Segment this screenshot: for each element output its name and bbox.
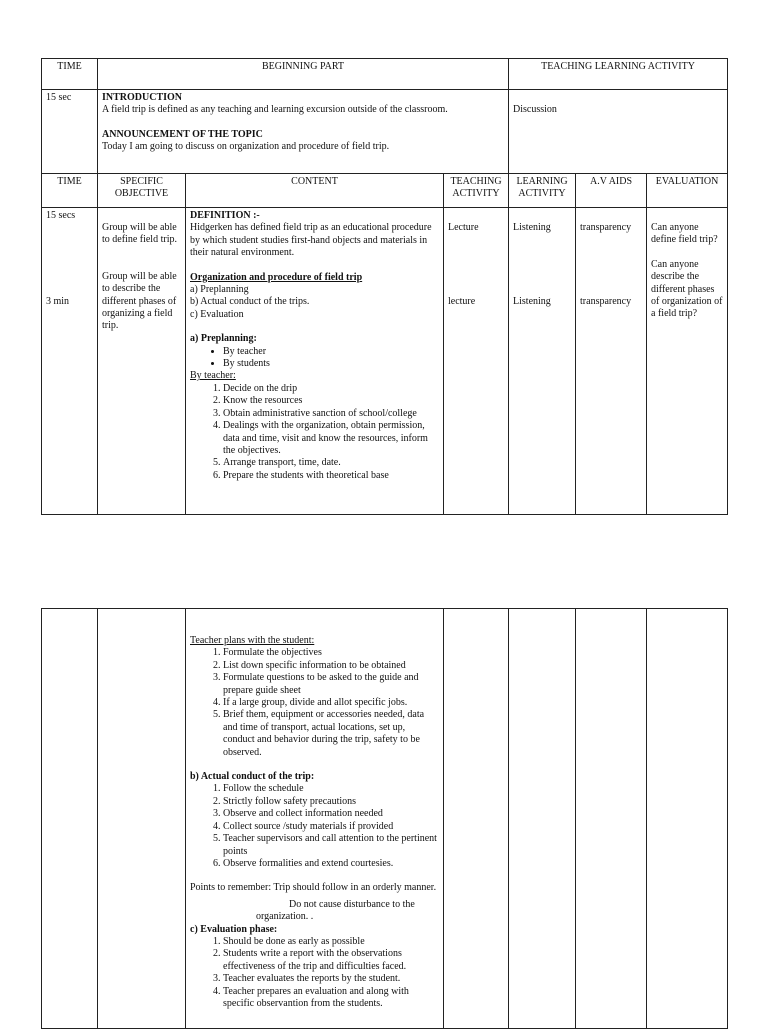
points-to-remember: Points to remember: Trip should follow in an orderly manner. <box>190 882 437 894</box>
time-cell <box>42 208 98 515</box>
evaluation-phase-list <box>190 936 439 1010</box>
conduct-list <box>190 783 439 870</box>
time-1: 15 secs <box>46 210 76 221</box>
organization-title: Organization and procedure of field trip <box>190 271 363 283</box>
intro-cell <box>98 90 509 174</box>
intro-text: A field trip is defined as any teaching and learning excursion outside of the classroom. <box>102 104 448 116</box>
learning-cell <box>509 609 576 1029</box>
av-aids-cell <box>576 609 647 1029</box>
list-item: 2. List down specific information to be obtained <box>223 660 439 672</box>
col-learning-activity: LEARNING ACTIVITY <box>509 174 576 208</box>
evaluation-cell <box>647 208 728 515</box>
list-item: 4. Dealings with the organization, obtain permission, data and time, visit and know the resources, inform the objectives. <box>223 420 439 457</box>
teaching-cell <box>444 609 509 1029</box>
header-teaching-learning-activity: TEACHING LEARNING ACTIVITY <box>509 59 728 90</box>
list-item: 4. Teacher prepares an evaluation and along with specific observantion from the students. <box>223 986 439 1011</box>
list-item: 1. Follow the schedule <box>223 783 439 795</box>
teaching-cell <box>444 208 509 515</box>
list-item: 4. Collect source /study materials if provided <box>223 821 439 833</box>
header-time: TIME <box>42 59 98 90</box>
time-2: 3 min <box>46 296 70 308</box>
evaluation-phase-title: c) Evaluation phase: <box>190 923 278 935</box>
list-item: 2. Students write a report with the observations effectiveness of the trip and difficulties faced. <box>223 948 439 973</box>
objective-2: Group will be able to describe the different phases of organizing a field trip. <box>102 270 177 332</box>
col-teaching-activity: TEACHING ACTIVITY <box>444 174 509 208</box>
list-item: 5. Brief them, equipment or accessories needed, data and time of transport, actual locations, set up, conduct and behavior during the trip, safety to be observed. <box>223 709 439 759</box>
list-item: 3. Observe and collect information needed <box>223 808 439 820</box>
objective-1: Group will be able to define field trip. <box>102 222 177 246</box>
list-item: 4. If a large group, divide and allot specific jobs. <box>223 697 439 709</box>
list-item: 2. Know the resources <box>223 395 439 407</box>
intro-activity: Discussion <box>513 104 557 115</box>
evaluation-2: Can anyone describe the different phases of organization of a field trip? <box>651 258 723 320</box>
time-cell <box>42 609 98 1029</box>
list-item: 5. Teacher supervisors and call attention to the pertinent points <box>223 833 439 858</box>
col-content: CONTENT <box>186 174 444 208</box>
list-item: 3. Formulate questions to be asked to the guide and prepare guide sheet <box>223 672 439 697</box>
col-specific-objective: SPECIFIC OBJECTIVE <box>98 174 186 208</box>
phase-3: c) Evaluation <box>190 308 244 320</box>
header-beginning-part: BEGINNING PART <box>98 59 509 90</box>
list-item: 1. Should be done as early as possible <box>223 936 439 948</box>
preplanning-list <box>190 346 439 371</box>
preplanning-title: a) Preplanning: <box>190 333 257 345</box>
list-item: 6. Prepare the students with theoretical base <box>223 470 439 482</box>
list-item: 2. Strictly follow safety precautions <box>223 796 439 808</box>
intro-activity-cell <box>509 90 728 174</box>
list-item: 3. Obtain administrative sanction of school/college <box>223 408 439 420</box>
learning-1: Listening <box>513 222 551 233</box>
list-item: • By students <box>223 358 439 370</box>
col-av-aids: A.V AIDS <box>576 174 647 208</box>
list-item: 3. Teacher evaluates the reports by the student. <box>223 973 439 985</box>
phase-2: b) Actual conduct of the trips. <box>190 296 310 308</box>
col-time: TIME <box>42 174 98 208</box>
teacher-plans-list <box>190 647 439 759</box>
lesson-plan-table-bottom <box>41 608 728 1029</box>
list-item: 5. Arrange transport, time, date. <box>223 457 439 469</box>
list-item: 1. Decide on the drip <box>223 383 439 395</box>
av-aid-1: transparency <box>580 222 632 233</box>
evaluation-1: Can anyone define field trip? <box>651 222 718 246</box>
teacher-plans-title: Teacher plans with the student: <box>190 635 315 646</box>
list-item: 6. Observe formalities and extend courtesies. <box>223 858 439 870</box>
intro-title: INTRODUCTION <box>102 92 183 103</box>
list-item: • By teacher <box>223 346 439 358</box>
definition-text: Hidgerken has defined field trip as an educational procedure by which student studies first-hand objects and materials in their natural environment. <box>190 222 432 259</box>
objective-cell <box>98 208 186 515</box>
learning-cell <box>509 208 576 515</box>
list-item: 1. Formulate the objectives <box>223 647 439 659</box>
definition-title: DEFINITION :- <box>190 210 260 221</box>
av-aids-cell <box>576 208 647 515</box>
points-to-remember-2: Do not cause disturbance to the organization. . <box>256 898 415 923</box>
by-teacher-list <box>190 383 439 482</box>
teaching-1: Lecture <box>448 222 479 233</box>
phase-1: a) Preplanning <box>190 284 249 296</box>
content-cell <box>186 609 444 1029</box>
announcement-text: Today I am going to discuss on organization and procedure of field trip. <box>102 141 390 153</box>
teaching-2: lecture <box>448 296 476 308</box>
evaluation-cell <box>647 609 728 1029</box>
lesson-plan-table-top <box>41 58 728 515</box>
intro-time: 15 sec <box>42 90 98 174</box>
av-aid-2: transparency <box>580 296 632 308</box>
by-teacher-title: By teacher: <box>190 370 236 382</box>
col-evaluation: EVALUATION <box>647 174 728 208</box>
learning-2: Listening <box>513 296 551 308</box>
conduct-title: b) Actual conduct of the trip: <box>190 771 315 783</box>
announcement-title: ANNOUNCEMENT OF THE TOPIC <box>102 128 263 140</box>
objective-cell <box>98 609 186 1029</box>
content-cell <box>186 208 444 515</box>
